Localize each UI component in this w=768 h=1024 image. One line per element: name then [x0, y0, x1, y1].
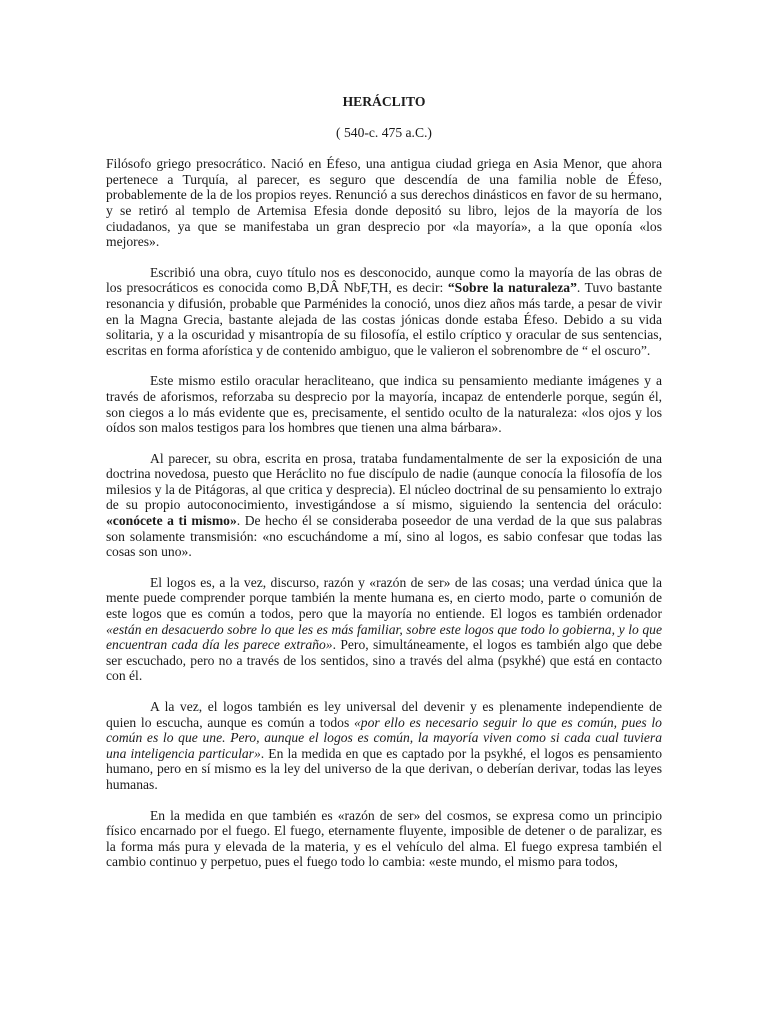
paragraph-5: [106, 575, 662, 684]
paragraph-5-text-2: . Pero, simultáneamente, el logos es también algo que debe ser escuchado, pero no a través de los sentidos, sino a través del alma (psykhé) que está en contacto con él.: [106, 637, 663, 684]
paragraph-1-text: Filósofo griego presocrático. Nació en Éfeso, una antigua ciudad griega en Asia Menor, que ahora pertenece a Turquía, al parecer, es seguro que descendía de una familia noble de Éfeso, probablemente de la de los propios reyes. Renunció a sus derechos dinásticos en favor de su hermano, y se retiró al templo de Artemisa Efesia donde depositó su libro, lejos de la mayoría de los ciudadanos, ya que se manifestaba un gran desprecio por «la mayoría», a la que oponía «los mejores».: [106, 156, 662, 250]
paragraph-2-bold-title: “Sobre la naturaleza”: [447, 280, 577, 296]
paragraph-2: [106, 265, 662, 359]
paragraph-7: [106, 808, 662, 870]
document-subtitle: ( 540-c. 475 a.C.): [336, 124, 432, 140]
document-title: HERÁCLITO: [342, 94, 426, 109]
paragraph-4-bold-maxim: «conócete a ti mismo»: [106, 513, 237, 529]
paragraph-6-text-2: . En la medida en que es captado por la psykhé, el logos es pensamiento humano, pero en sí mismo es la ley del universo de la que derivan, o deberían derivar, todas las leyes humanas.: [106, 745, 662, 792]
paragraph-4-text-1: Al parecer, su obra, escrita en prosa, trataba fundamentalmente de ser la exposición de una doctrina novedosa, puesto que Heráclito no fue discípulo de nadie (aunque conocía la filosofía de los milesios y la de Pitágoras, al que critica y desprecia). El núcleo doctrinal de su pensamiento lo extrajo de su propio autoconocimiento, investigándose a sí mismo, siguiendo la sentencia del oráculo:: [106, 450, 662, 513]
paragraph-1: [106, 156, 662, 250]
paragraph-7-text: En la medida en que también es «razón de ser» del cosmos, se expresa como un principio físico encarnado por el fuego. El fuego, eternamente fluyente, imposible de detener o de paralizar, es la forma más pura y elevada de la materia, y es el vehículo del alma. El fuego expresa también el cambio continuo y perpetuo, pues el fuego todo lo cambia: «este mundo, el mismo para todos,: [106, 807, 662, 870]
paragraph-5-text-1: El logos es, a la vez, discurso, razón y «razón de ser» de las cosas; una verdad única que la mente puede comprender porque también la mente humana es, en cierto modo, parte o comunión de este logos que es común a todos, pero que la mayoría no entiende. El logos es también ordenador: [106, 574, 662, 622]
paragraph-6-text-1: A la vez, el logos también es ley universal del devenir y es plenamente independiente de quien lo escucha, aunque es común a todos: [106, 699, 662, 730]
paragraph-3: [106, 373, 662, 435]
paragraph-4-text-2: . De hecho él se consideraba poseedor de una verdad de la que sus palabras son solamente transmisión: «no escuchándome a mí, sino al logos, es sabio confesar que todas las cosas son uno».: [106, 513, 662, 560]
document-body: [106, 84, 662, 870]
paragraph-5-italic-quote: «están en desacuerdo sobre lo que les es más familiar, sobre este logos que todo lo gobierna, y lo que encuentran cada día les parece extraño»: [106, 621, 662, 653]
paragraph-3-text: Este mismo estilo oracular heracliteano, que indica su pensamiento mediante imágenes y a través de aforismos, reforzaba su desprecio por la mayoría, incapaz de entenderle porque, según él, son ciegos a lo más evidente que es, precisamente, el sentido oculto de la naturaleza: «los ojos y los oídos son malos testigos para los hombres que tienen una alma bárbara».: [106, 373, 662, 436]
paragraph-2-text-2: . Tuvo bastante resonancia y difusión, probable que Parménides la conoció, unos diez años más tarde, a pesar de vivir en la Magna Grecia, bastante alejada de las costas jónicas donde estaba Éfeso. Debido a su vida solitaria, y a la oscuridad y misantropía de su filosofía, el estilo críptico y oracular de sus sentencias, escritas en forma aforística y de contenido ambiguo, que le valieron el sobrenombre de “ el oscuro”.: [106, 280, 662, 358]
paragraph-2-text-1: Escribió una obra, cuyo título nos es desconocido, aunque como la mayoría de las obras de los presocráticos es conocida como B,DÂ NbF,TH, es decir:: [106, 264, 662, 296]
paragraph-4: [106, 451, 662, 560]
paragraph-6-italic-quote: «por ello es necesario seguir lo que es común, pues lo común es lo que une. Pero, aunque el logos es común, la mayoría viven como si cada cual tuviera una inteligencia particular»: [106, 714, 662, 761]
paragraph-6: [106, 699, 662, 793]
